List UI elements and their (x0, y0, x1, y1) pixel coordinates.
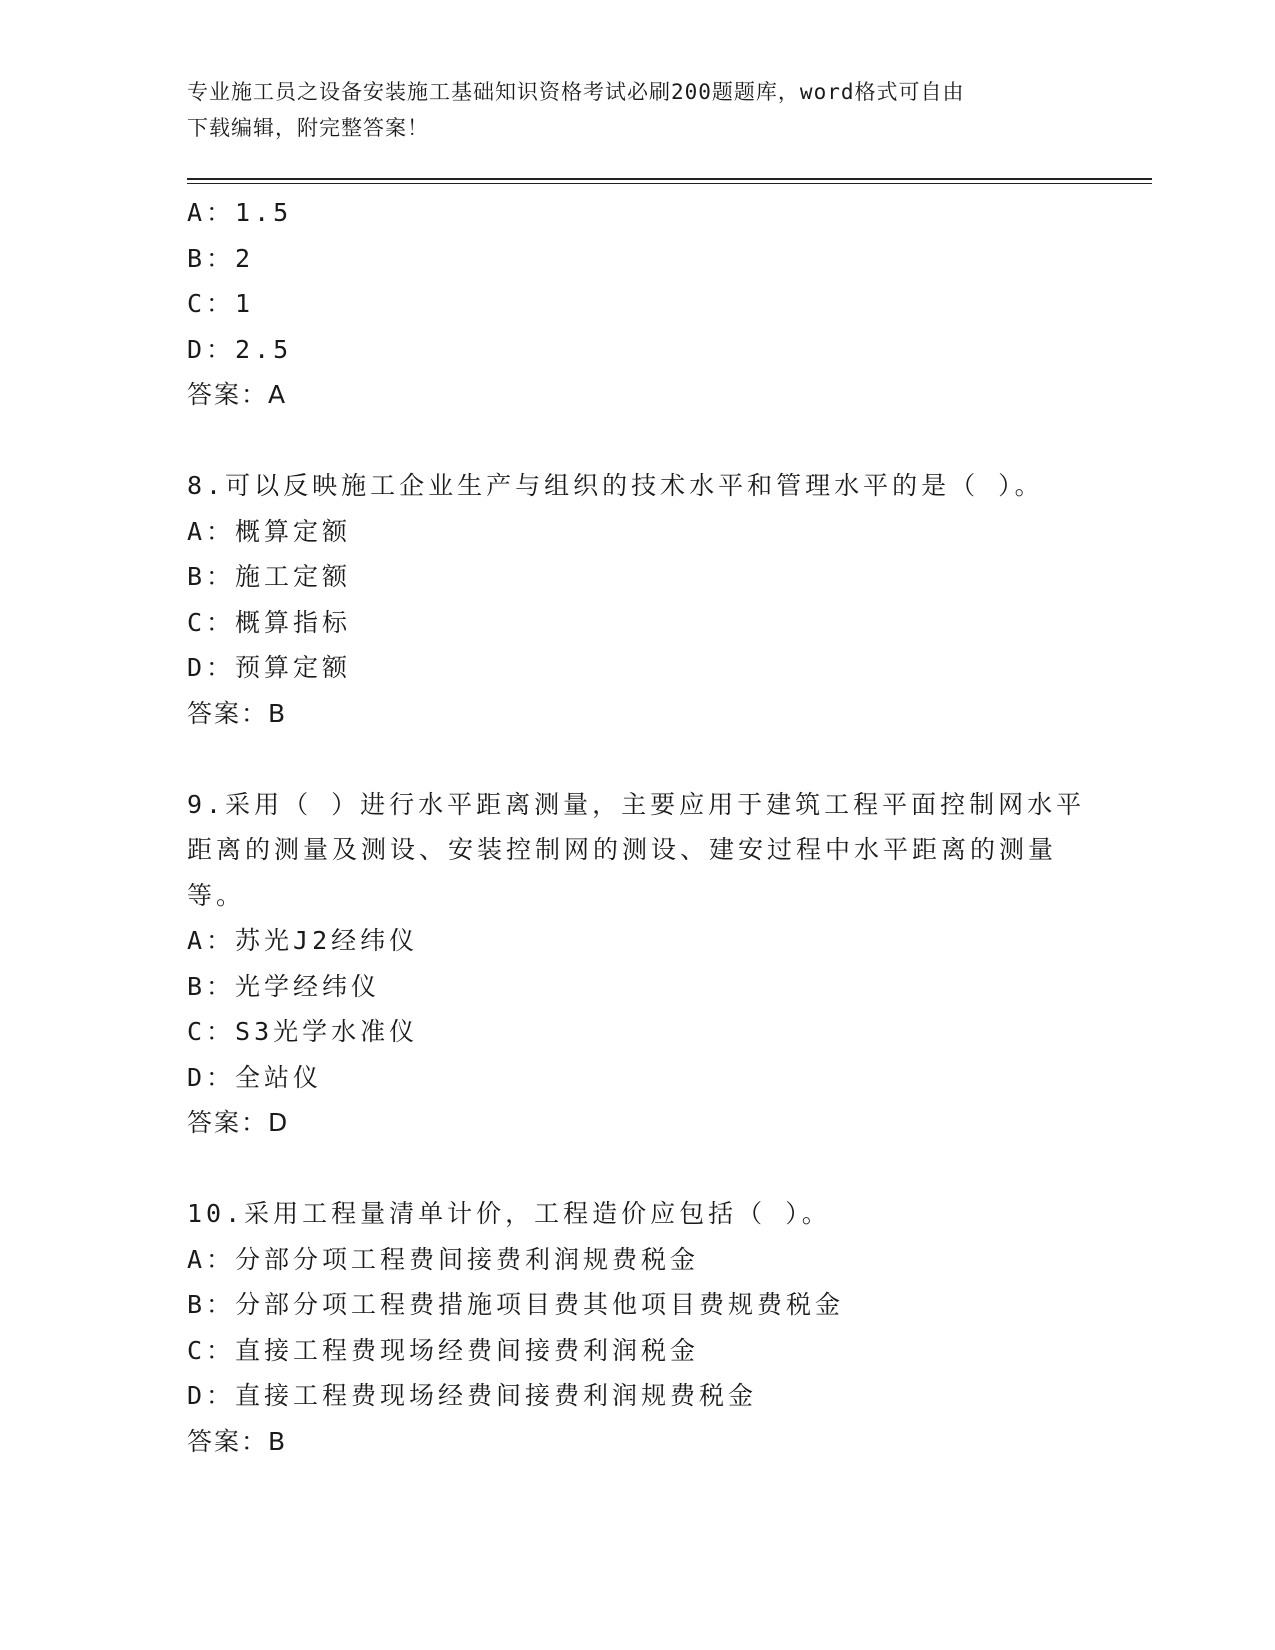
question-text: 10.采用工程量清单计价，工程造价应包括（ ）。 (187, 1199, 831, 1228)
option-d: D：全站仪 (187, 1062, 323, 1092)
question-content (187, 190, 1087, 1464)
spacer (187, 736, 1087, 782)
option-b: B：2 (187, 243, 255, 273)
option-a: A：苏光J2经纬仪 (187, 926, 419, 955)
question-text-line-1: 9.采用（ ）进行水平距离测量，主要应用于建筑工程平面控制网水平 (187, 789, 1086, 819)
option-b: B：光学经纬仪 (187, 971, 381, 1001)
question-9 (187, 782, 1087, 1146)
option-b: B：施工定额 (187, 562, 352, 591)
option-c: C：S3光学水准仪 (187, 1017, 419, 1046)
spacer (187, 1146, 1087, 1192)
answer: 答案：B (187, 698, 288, 728)
option-d: D：直接工程费现场经费间接费利润规费税金 (187, 1381, 758, 1410)
option-a: A：概算定额 (187, 516, 352, 546)
question-8 (187, 463, 1087, 736)
option-a: A：分部分项工程费间接费利润规费税金 (187, 1244, 700, 1274)
answer: 答案：D (187, 1108, 290, 1137)
question-text-line-3: 等。 (187, 880, 246, 910)
header-line-2: 下载编辑，附完整答案！ (187, 116, 429, 140)
header-line-1: 专业施工员之设备安装施工基础知识资格考试必刷200题题库，word格式可自由 (187, 80, 965, 104)
option-b: B：分部分项工程费措施项目费其他项目费规费税金 (187, 1290, 845, 1319)
header-rule-thin (187, 183, 1152, 184)
question-text-line-2: 距离的测量及测设、安装控制网的测设、建安过程中水平距离的测量 (187, 835, 1058, 864)
spacer (187, 418, 1087, 464)
option-d: D：2.5 (187, 334, 293, 364)
option-a: A：1.5 (187, 198, 293, 227)
question-10 (187, 1191, 1087, 1464)
document-header (187, 74, 1087, 146)
option-c: C：直接工程费现场经费间接费利润税金 (187, 1335, 700, 1365)
header-rule-thick (187, 178, 1152, 180)
question-7-continued (187, 190, 1087, 418)
answer: 答案：A (187, 380, 288, 409)
option-c: C：1 (187, 289, 255, 318)
question-text: 8.可以反映施工企业生产与组织的技术水平和管理水平的是（ ）。 (187, 471, 1044, 500)
option-d: D：预算定额 (187, 653, 352, 682)
option-c: C：概算指标 (187, 607, 352, 637)
answer: 答案：B (187, 1426, 288, 1456)
